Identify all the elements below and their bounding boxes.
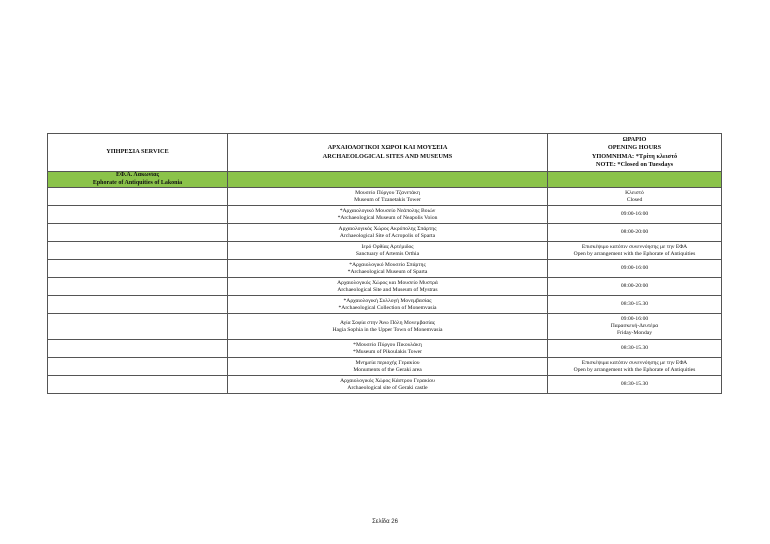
region-name-english: Ephorate of Antiquities of Lakonia [92, 179, 183, 186]
hours-cell [548, 340, 722, 358]
table-row [48, 314, 722, 340]
service-cell [48, 224, 228, 242]
region-cell [48, 172, 228, 188]
hours-line: 08:30-15.30 [620, 301, 649, 307]
site-name-line: Hagia Sophia in the Upper Town of Monemvasia [332, 326, 443, 333]
site-cell [228, 358, 548, 376]
hours-line: 08:30-15.30 [620, 345, 649, 351]
table-row [48, 376, 722, 394]
service-cell [48, 358, 228, 376]
hours-line: 09:00-16:00 [620, 316, 649, 323]
site-name-line: Archaeological site of Geraki castle [347, 384, 428, 391]
site-name-line: Sanctuary of Artemis Orthia [355, 250, 420, 257]
table-row [48, 296, 722, 314]
service-cell [48, 260, 228, 278]
note-english: NOTE: *Closed on Tuesdays [595, 160, 674, 168]
site-name-line: Αγία Σοφία στην Άνω Πόλη Μονεμβασίας [339, 319, 436, 326]
hours-line: Closed [626, 196, 643, 203]
site-name-line: Μνημεία περιοχής Γερακίου [355, 359, 420, 366]
hours-cell [548, 224, 722, 242]
site-name-line: *Archaeological Museum of Sparta [347, 268, 428, 275]
site-name-line: *Αρχαιολογικό Μουσείο Σπάρτης [349, 261, 426, 268]
hours-cell [548, 206, 722, 224]
service-cell [48, 242, 228, 260]
table-row [48, 340, 722, 358]
sites-column-header [228, 134, 548, 172]
hours-line: Επισκέψιμα κατόπιν συνεννόησης με την ΕΦΑ [581, 359, 688, 366]
hours-line: Κλειστό [625, 189, 644, 196]
table-row [48, 242, 722, 260]
site-name-line: *Archaeological Collection of Monemvasia [338, 304, 437, 311]
site-cell [228, 206, 548, 224]
service-column-header: ΥΠΗΡΕΣΙΑ SERVICE [48, 134, 228, 172]
site-name-line: *Αρχαιολογική Συλλογή Μονεμβασίας [343, 297, 432, 304]
site-cell [228, 278, 548, 296]
page-number: Σελίδα 26 [372, 519, 398, 525]
site-cell [228, 188, 548, 206]
hours-header-english: OPENING HOURS [607, 144, 662, 152]
region-empty-cell [228, 172, 548, 188]
hours-cell [548, 242, 722, 260]
note-greek: ΥΠΟΜΝΗΜΑ: *Τρίτη κλειστό [591, 152, 678, 160]
hours-line: Επισκέψιμο κατόπιν συνεννόησης με την ΕΦΑ [581, 243, 688, 250]
site-name-line: Museum of Tzanetakis Tower [354, 196, 421, 203]
table-row [48, 278, 722, 296]
hours-column-header [548, 134, 722, 172]
opening-hours-table [47, 133, 722, 394]
site-cell [228, 224, 548, 242]
region-row [48, 172, 722, 188]
site-name-line: *Μουσείο Πύργου Πικουλάκη [353, 341, 422, 348]
region-empty-cell [548, 172, 722, 188]
hours-line: Παρασκευή-Δευτέρα [610, 323, 659, 329]
site-cell [228, 314, 548, 340]
sites-header-greek: ΑΡΧΑΙΟΛΟΓΙΚΟΙ ΧΩΡΟΙ ΚΑΙ ΜΟΥΣΕΙΑ [327, 144, 448, 152]
site-name-line: Ιερό Ορθίας Αρτέμιδος [361, 243, 414, 250]
hours-line: Friday-Monday [616, 329, 653, 336]
site-name-line: *Archaeological Museum of Neapolis Voion [337, 214, 438, 221]
hours-line: Open by arrangement with the Ephorate of Antiquities [573, 250, 696, 257]
hours-cell [548, 278, 722, 296]
hours-line: 08:30-15.30 [620, 381, 649, 387]
sites-header-english: ARCHAEOLOGICAL SITES AND MUSEUMS [322, 152, 453, 160]
service-cell [48, 340, 228, 358]
site-name-line: Μουσείο Πύργου Τζανετάκη [355, 189, 420, 196]
hours-line: 08:00-20:00 [620, 229, 649, 235]
hours-cell [548, 358, 722, 376]
site-cell [228, 260, 548, 278]
site-name-line: Αρχαιολογικός Χώρος Κάστρου Γερακίου [340, 377, 435, 384]
hours-cell [548, 314, 722, 340]
service-cell [48, 296, 228, 314]
hours-line: 09:00-16:00 [620, 265, 649, 271]
site-name-line: Αρχαιολογικός Χώρος Ακρόπολης Σπάρτης [338, 225, 437, 232]
service-cell [48, 206, 228, 224]
hours-cell [548, 188, 722, 206]
site-name-line: Archaeological Site of Acropolis of Sparta [339, 232, 436, 239]
site-cell [228, 242, 548, 260]
site-cell [228, 340, 548, 358]
hours-line: 08:00-20:00 [620, 283, 649, 289]
hours-cell [548, 376, 722, 394]
site-name-line: Monuments of the Geraki area [353, 366, 422, 373]
region-name-greek: ΕΦ.Α. Λακωνίας [115, 172, 160, 178]
site-cell [228, 376, 548, 394]
service-cell [48, 188, 228, 206]
table-row [48, 206, 722, 224]
hours-cell [548, 260, 722, 278]
hours-cell [548, 296, 722, 314]
site-name-line: Archaeological Site and Museum of Mystras [337, 286, 438, 293]
table-row [48, 188, 722, 206]
service-cell [48, 278, 228, 296]
site-cell [228, 296, 548, 314]
site-name-line: Αρχαιολογικός Χώρος και Μουσείο Μυστρά [337, 279, 438, 286]
table-row [48, 224, 722, 242]
hours-line: 09:00-16:00 [620, 211, 649, 217]
site-name-line: *Museum of Pikoulakis Tower [353, 348, 422, 355]
table-row [48, 358, 722, 376]
service-cell [48, 314, 228, 340]
service-cell [48, 376, 228, 394]
hours-header-greek: ΩΡΑΡΙΟ [622, 136, 647, 144]
table-row [48, 260, 722, 278]
site-name-line: *Αρχαιολογικό Μουσείο Νεάπολης Βοιών [339, 207, 436, 214]
table-header-row [48, 134, 722, 172]
hours-line: Open by arrangement with the Ephorate of Antiquities [573, 366, 696, 373]
